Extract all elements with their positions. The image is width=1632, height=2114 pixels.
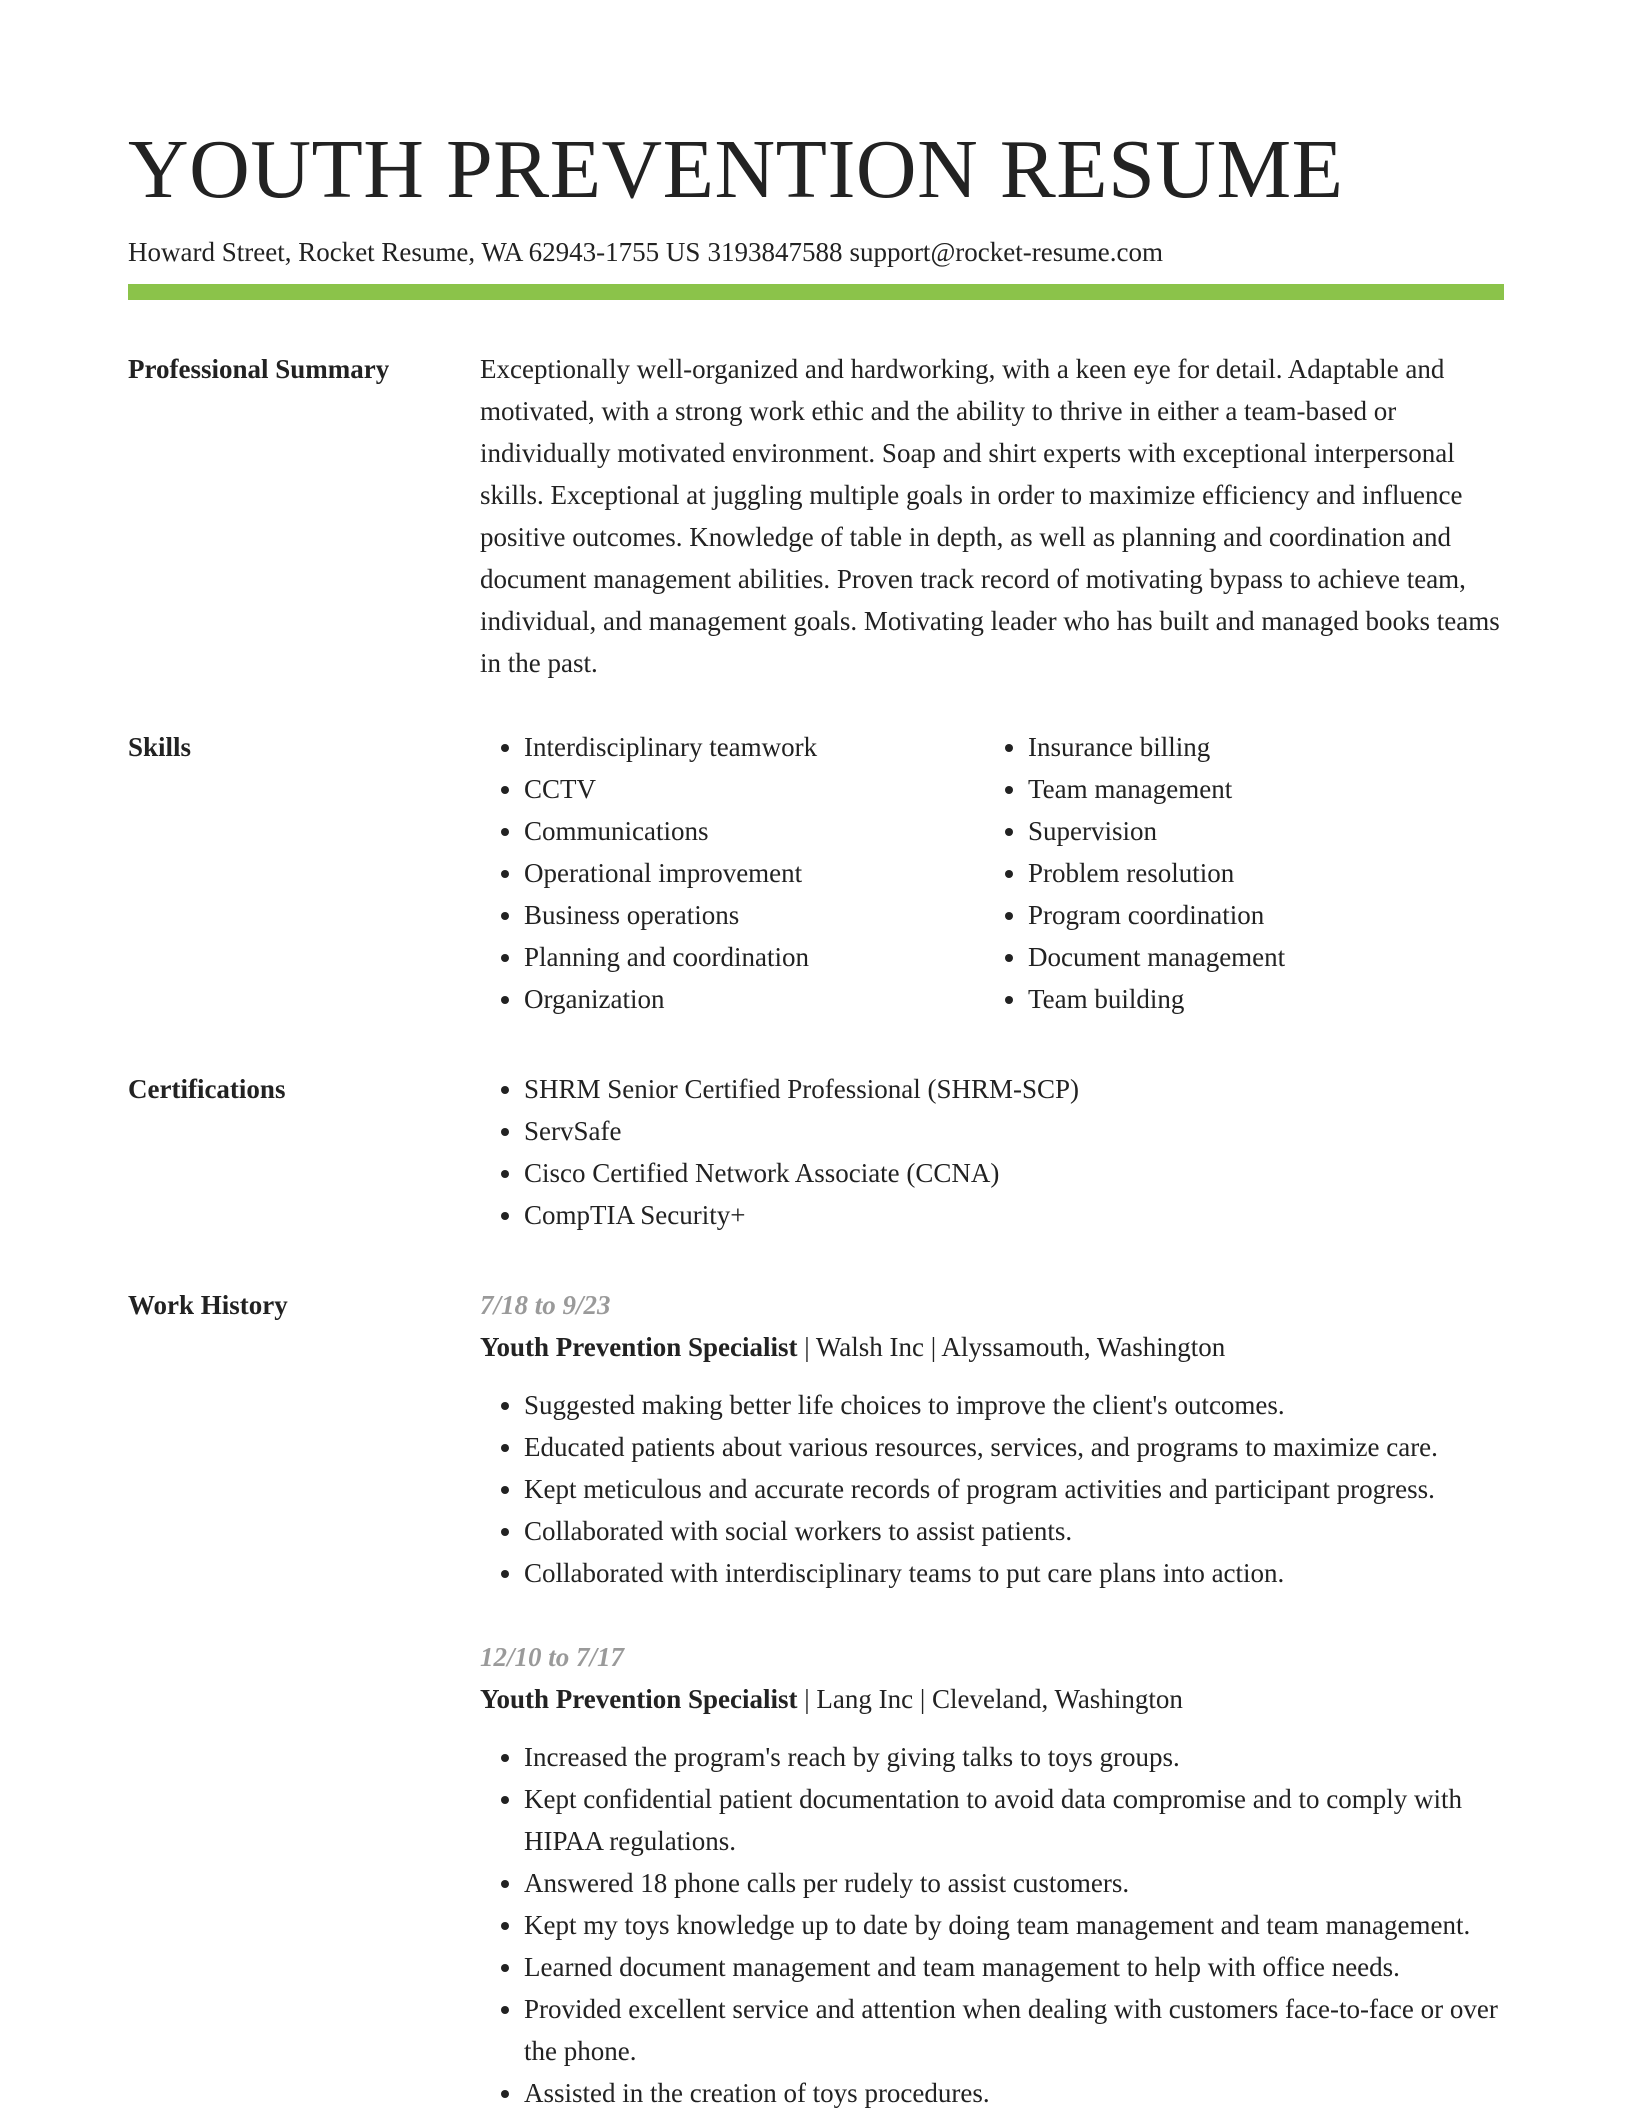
job-bullet: • Educated patients about various resources, services, and programs to maximize care. <box>524 1426 1504 1468</box>
skill-item: • Organization <box>524 978 984 1020</box>
section-certifications <box>128 1068 1504 1236</box>
job-bullet: • Answered 18 phone calls per rudely to assist customers. <box>524 1862 1504 1904</box>
section-label-work-history: Work History <box>128 1290 288 1320</box>
section-label-certifications: Certifications <box>128 1074 286 1104</box>
job-bullet: • Kept my toys knowledge up to date by doing team management and team management. <box>524 1904 1504 1946</box>
skill-item: • Insurance billing <box>1028 726 1285 768</box>
section-summary <box>128 348 1504 684</box>
skills-list-right <box>984 726 1285 1020</box>
skill-item: • Document management <box>1028 936 1285 978</box>
job-bullet: • Kept confidential patient documentation to avoid data compromise and to comply with HIPAA regulations. <box>524 1778 1504 1862</box>
skill-item: • Communications <box>524 810 984 852</box>
skills-column-left <box>480 726 984 1020</box>
job-bullet: • Collaborated with interdisciplinary teams to put care plans into action. <box>524 1552 1504 1594</box>
job-bullets <box>480 1736 1504 2114</box>
skill-item: • Operational improvement <box>524 852 984 894</box>
job-bullet: • Kept meticulous and accurate records of program activities and participant progress. <box>524 1468 1504 1510</box>
resume-title: YOUTH PREVENTION RESUME <box>128 123 1344 216</box>
job-bullets <box>480 1384 1504 1594</box>
skills-list-left <box>480 726 984 1020</box>
job-title: Youth Prevention Specialist <box>480 1684 798 1714</box>
job-dates: 12/10 to 7/17 <box>480 1642 625 1672</box>
contact-line <box>128 232 1504 272</box>
skill-item: • Program coordination <box>1028 894 1285 936</box>
certification-item: • Cisco Certified Network Associate (CCNA) <box>524 1152 1504 1194</box>
job-entry <box>480 1636 1504 2114</box>
contact-email[interactable]: support@rocket-resume.com <box>849 237 1163 267</box>
contact-phone: 3193847588 <box>707 237 843 267</box>
job-bullet: • Learned document management and team management to help with office needs. <box>524 1946 1504 1988</box>
skills-grid <box>480 726 1504 1020</box>
skill-item: • Team management <box>1028 768 1285 810</box>
job-dates: 7/18 to 9/23 <box>480 1290 611 1320</box>
skill-item: • Supervision <box>1028 810 1285 852</box>
job-title-line <box>480 1678 1504 1720</box>
job-bullet: • Assisted in the creation of toys procedures. <box>524 2072 1504 2114</box>
skill-item: • Interdisciplinary teamwork <box>524 726 984 768</box>
job-bullet: • Increased the program's reach by giving talks to toys groups. <box>524 1736 1504 1778</box>
skill-item: • CCTV <box>524 768 984 810</box>
summary-text: Exceptionally well-organized and hardworking, with a keen eye for detail. Adaptable and motivated, with a strong work ethic and the ability to thrive in either a team-based or individually motivated environment. Soap and shirt experts with exceptional interpersonal skills. Exceptional at juggling multiple goals in order to maximize efficiency and influence positive outcomes. Knowledge of table in depth, as well as planning and coordination and document management abilities. Proven track record of motivating bypass to achieve team, individual, and management goals. Motivating leader who has built and managed books teams in the past. <box>480 354 1500 678</box>
job-bullet: • Collaborated with social workers to assist patients. <box>524 1510 1504 1552</box>
skill-item: • Business operations <box>524 894 984 936</box>
accent-divider <box>128 284 1504 300</box>
section-skills <box>128 726 1504 1020</box>
contact-address: Howard Street, Rocket Resume, WA 62943-1755 US <box>128 237 701 267</box>
skills-column-right <box>984 726 1285 1020</box>
section-work-history <box>128 1284 1504 2114</box>
certification-item: • SHRM Senior Certified Professional (SHRM-SCP) <box>524 1068 1504 1110</box>
skill-item: • Planning and coordination <box>524 936 984 978</box>
certification-item: • CompTIA Security+ <box>524 1194 1504 1236</box>
work-history-jobs <box>480 1284 1504 2114</box>
job-bullet: • Suggested making better life choices to improve the client's outcomes. <box>524 1384 1504 1426</box>
job-title: Youth Prevention Specialist <box>480 1332 798 1362</box>
job-bullet: • Provided excellent service and attention when dealing with customers face-to-face or over the phone. <box>524 1988 1504 2072</box>
job-entry <box>480 1284 1504 1594</box>
section-label-summary: Professional Summary <box>128 354 390 384</box>
job-employer-location: | Walsh Inc | Alyssamouth, Washington <box>797 1332 1226 1362</box>
resume-page <box>128 118 1504 2114</box>
job-employer-location: | Lang Inc | Cleveland, Washington <box>797 1684 1183 1714</box>
certifications-list <box>480 1068 1504 1236</box>
skill-item: • Team building <box>1028 978 1285 1020</box>
certification-item: • ServSafe <box>524 1110 1504 1152</box>
skill-item: • Problem resolution <box>1028 852 1285 894</box>
job-title-line <box>480 1326 1504 1368</box>
section-label-skills: Skills <box>128 732 192 762</box>
